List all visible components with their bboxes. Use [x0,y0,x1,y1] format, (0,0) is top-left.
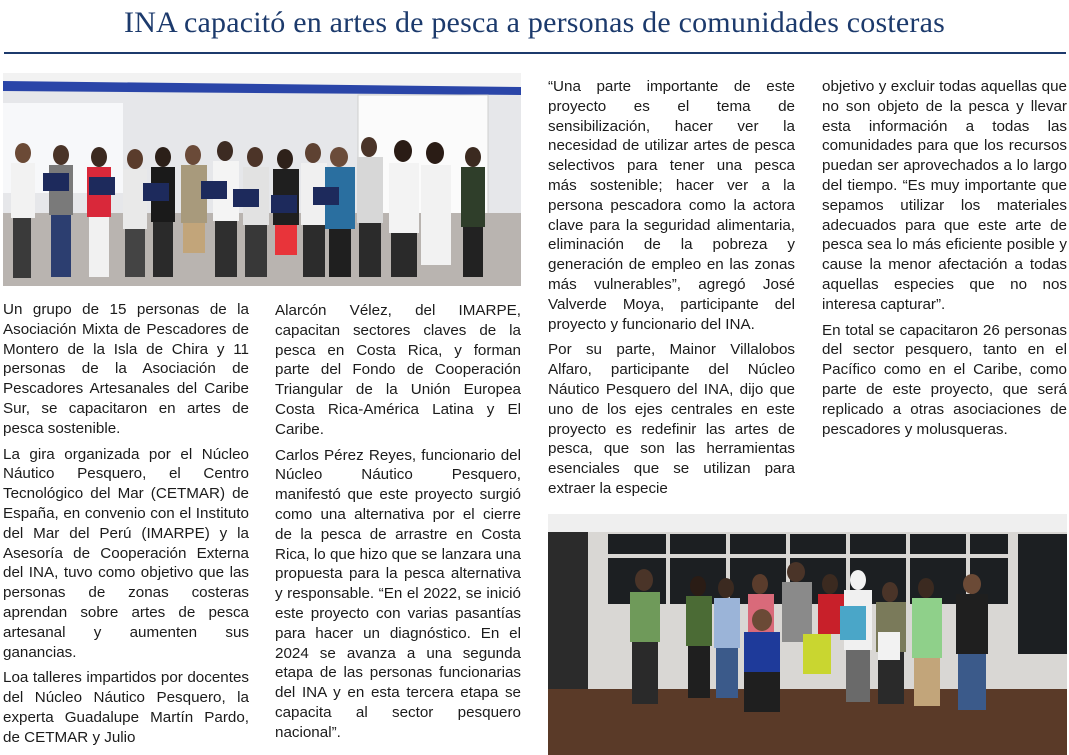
group-photo-ceremony-illustration [3,73,521,286]
paragraph: Un grupo de 15 personas de la Asociación Mixta de Pescadores de Montero de la Isla de Chira y 11 personas de la Asociación de Pescadores Artesanales del Caribe Sur, se capacitaron en artes de pesca sostenible. [3,301,249,437]
paragraph: Carlos Pérez Reyes, funcionario del Núcleo Náutico Pesquero, manifestó que este proyecto surgió como una alternativa por el cierre de la pesca de arrastre en Costa Rica, lo que hizo que se lanzara una propuesta para la pesca alternativa y responsable. “En el 2022, se inició este proyecto con varias pasantías para hacer un diagnóstico. En el 2024 se avanza a una segunda etapa de las personas funcionarias del INA y en esta tercera etapa se capacita al sector pesquero nacional”. [275,446,521,741]
paragraph: objetivo y excluir todas aquellas que no son objeto de la pesca y llevar esta información a todas las comunidades para que los recursos puedan ser aprovechados a lo largo del tiempo. “Es muy importante que sepamos utilizar los materiales adecuados para que este arte de pesca sea lo más eficiente posible y cause la menor afectación a todas aquellas especies que no nos interesa capturar”. [822,78,1067,313]
group-photo-bottom [548,514,1067,755]
paragraph: La gira organizada por el Núcleo Náutico Pesquero, el Centro Tecnológico del Mar (CETMAR) de España, en convenio con el Instituto del Mar del Perú (IMARPE) y la Asesoría de Cooperación Externa del INA, tuvo como objetivo que las personas de zonas costeras aprendan sobre artes de pesca artesanal y aumenten sus ganancias. [3,445,249,661]
paragraph: Alarcón Vélez, del IMARPE, capacitan sectores claves de la pesca en Costa Rica, y forman parte del Fondo de Cooperación Triangular de la Unión Europea Costa Rica-América Latina y El Caribe. [275,302,521,438]
paragraph: En total se capacitaron 26 personas del sector pesquero, tanto en el Pacífico como en el Caribe, como parte de este proyecto, que será replicado a otras asociaciones de pescadores y molusqueras. [822,321,1067,438]
group-photo-evening-illustration [548,514,1067,755]
paragraph: “Una parte importante de este proyecto es el tema de sensibilización, hacer ver la necesidad de utilizar artes de pesca selectivos para tener una pesca más sostenible; hacer ver a la persona pescadora como la actora clave para la seguridad alimentaria, eliminación de la pobreza y generación de empleo en las zonas más vulnerables”, agregó José Valverde Moya, participante del proyecto y funcionario del INA. [548,78,795,333]
article-column-2 [275,301,521,749]
headline-rule [4,52,1066,54]
headline: INA capacitó en artes de pesca a personas de comunidades costeras [124,6,945,39]
article-column-1 [3,300,249,754]
paragraph: Loa talleres impartidos por docentes del Núcleo Náutico Pesquero, la experta Guadalupe Martín Pardo, de CETMAR y Julio [3,669,249,746]
group-photo-top [3,73,521,286]
article-column-3 [548,77,795,505]
article-column-4 [822,77,1067,445]
paragraph: Por su parte, Mainor Villalobos Alfaro, participante del Núcleo Náutico Pesquero del INA, dijo que uno de los ejes centrales en este proyecto es redefinir las artes de pesca, que son las herramientas esenciales que se utilizan para extraer la especie [548,341,795,497]
